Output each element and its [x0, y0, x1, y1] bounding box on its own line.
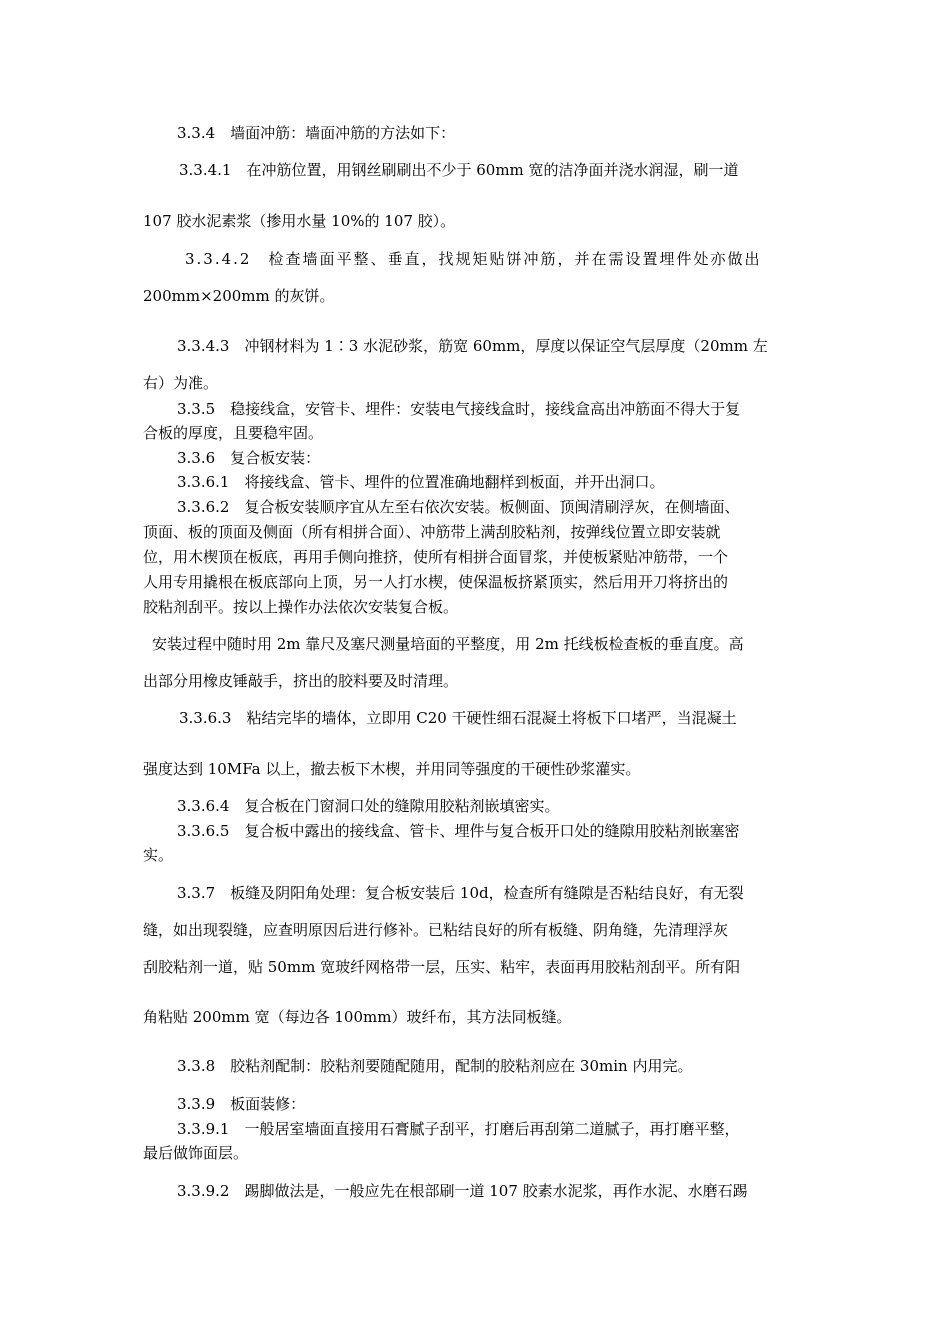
text-line: 3.3.8 胶粘剂配制：胶粘剂要随配随用，配制的胶粘剂应在 30min 内用完。	[177, 1057, 693, 1075]
text-line: 3.3.6.1 将接线盒、管卡、埋件的位置准确地翻样到板面，并开出洞口。	[177, 473, 665, 491]
text-line: 安装过程中随时用 2m 靠尺及塞尺测量培面的平整度，用 2m 托线板检查板的垂直度。高	[152, 635, 744, 653]
text-line: 200mm×200mm 的灰饼。	[143, 287, 335, 305]
text-line: 3.3.4.1 在冲筋位置，用钢丝刷刷出不少于 60mm 宽的洁净面并浇水润湿，刷一道	[179, 161, 739, 179]
text-line: 3.3.9.1 一般居室墙面直接用石膏腻子刮平，打磨后再刮第二道腻子，再打磨平整，	[177, 1120, 740, 1138]
text-line: 胶粘剂刮平。按以上操作办法依次安装复合板。	[143, 598, 459, 616]
text-line: 强度达到 10MFa 以上，撤去板下木楔，并用同等强度的干硬性砂浆灌实。	[143, 760, 641, 778]
text-line: 3.3.9 板面装修：	[177, 1095, 306, 1113]
text-line: 3.3.4.3 冲钢材料为 1∶3 水泥砂浆，筋宽 60mm，厚度以保证空气层厚度（20mm 左	[177, 337, 768, 355]
text-line: 角粘贴 200mm 宽（每边各 100mm）玻纤布，其方法同板缝。	[143, 1008, 572, 1026]
text-line: 3.3.5 稳接线盒，安管卡、埋件：安装电气接线盒时，接线盒高出冲筋面不得大于复	[177, 400, 741, 418]
text-line: 3.3.4.2 检查墙面平整、垂直，找规矩贴饼冲筋，并在需设置埋件处亦做出	[185, 250, 762, 268]
text-line: 3.3.6 复合板安装：	[177, 449, 321, 467]
text-line: 顶面、板的顶面及侧面（所有相拼合面）、冲筋带上满刮胶粘剂，按弹线位置立即安装就	[143, 523, 721, 541]
text-line: 3.3.6.5 复合板中露出的接线盒、管卡、埋件与复合板开口处的缝隙用胶粘剂嵌塞密	[177, 822, 740, 840]
text-line: 合板的厚度，且要稳牢固。	[143, 424, 324, 442]
text-line: 出部分用橡皮锤敲手，挤出的胶料要及时清理。	[143, 672, 459, 690]
text-line: 3.3.9.2 踢脚做法是，一般应先在根部刷一道 107 胶素水泥浆，再作水泥、水磨石踢	[177, 1182, 748, 1200]
text-line: 右）为准。	[143, 374, 219, 392]
text-line: 107 胶水泥素浆（掺用水量 10%的 107 胶）。	[143, 212, 456, 230]
text-line: 3.3.6.4 复合板在门窗洞口处的缝隙用胶粘剂嵌填密实。	[177, 797, 560, 815]
text-line: 最后做饰面层。	[143, 1144, 249, 1162]
text-line: 3.3.7 板缝及阴阳角处理：复合板安装后 10d，检查所有缝隙是否粘结良好，有无裂	[177, 884, 744, 902]
text-line: 3.3.6.2 复合板安装顺序宜从左至右依次安装。板侧面、顶闽清刷浮灰，在侧墙面、	[177, 498, 740, 516]
text-line: 缝，如出现裂缝，应查明原因后进行修补。已粘结良好的所有板缝、阴角缝，先清理浮灰	[143, 921, 729, 939]
text-line: 实。	[143, 846, 174, 864]
text-line: 3.3.4 墙面冲筋：墙面冲筋的方法如下：	[177, 124, 456, 142]
text-line: 刮胶粘剂一道，贴 50mm 宽玻纤网格带一层，压实、粘牢，表面再用胶粘剂刮平。所有阳	[143, 958, 741, 976]
text-line: 位，用木楔顶在板底，再用手侧向推挤，使所有相拼合面冒浆，并使板紧贴冲筋带，一个	[143, 548, 729, 566]
text-line: 人用专用撬根在板底部向上顶，另一人打水楔，使保温板挤紧顶实，然后用开刀将挤出的	[143, 573, 729, 591]
text-line: 3.3.6.3 粘结完毕的墙体，立即用 C20 干硬性细石混凝土将板下口堵严，当混凝土	[179, 709, 737, 727]
